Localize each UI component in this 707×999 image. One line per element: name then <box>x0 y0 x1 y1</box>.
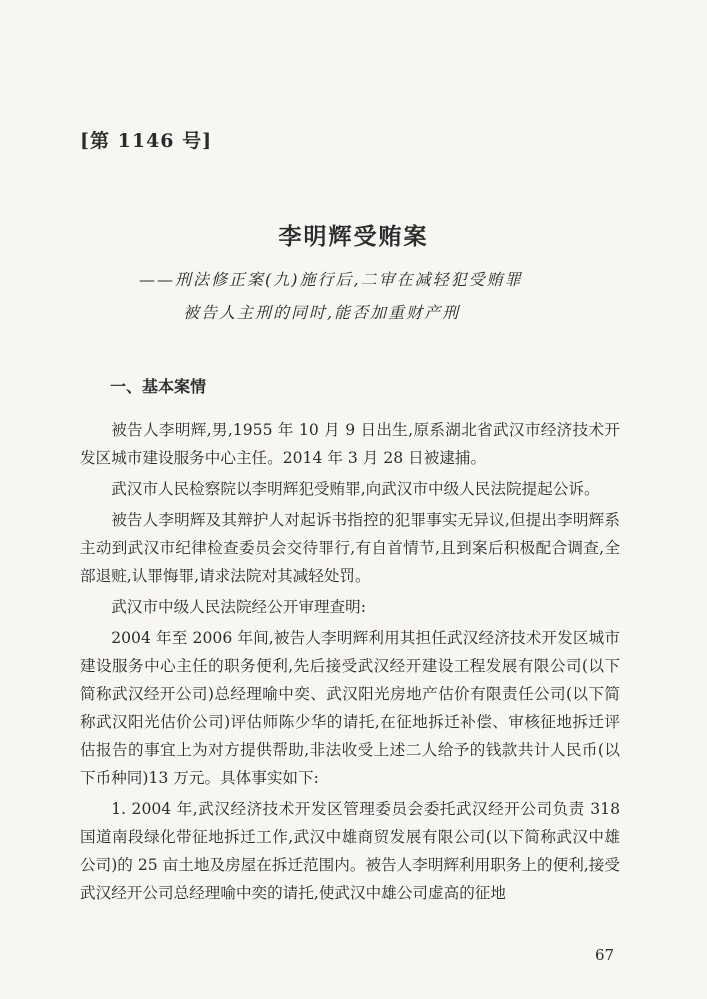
section-heading: 一、基本案情 <box>110 377 207 396</box>
case-title: 李明辉受贿案 <box>278 223 429 250</box>
case-number: [第 1146 号] <box>80 130 213 152</box>
subtitle-line-1: ——刑法修正案(九)施行后,二审在减轻犯受贿罪 <box>139 270 523 289</box>
page-number: 67 <box>595 946 615 964</box>
paragraph: 1. 2004 年,武汉经济技术开发区管理委员会委托武汉经开公司负责 318 国道南段绿化带征地拆迁工作,武汉中雄商贸发展有限公司(以下简称武汉中雄公司)的 25 亩土地及房屋在拆迁范围内。被告人李明辉利用职务上的便利,接受武汉经开公司总经理喻中奕的请托,使武汉中雄公司虚高的征地 <box>80 800 620 902</box>
paragraph: 武汉市中级人民法院经公开审理查明: <box>111 598 366 616</box>
paragraph: 2004 年至 2006 年间,被告人李明辉利用其担任武汉经济技术开发区城市建设服务中心主任的职务便利,先后接受武汉经开建设工程发展有限公司(以下简称武汉经开公司)总经理喻中奕、武汉阳光房地产估价有限责任公司(以下简称武汉阳光估价公司)评估师陈少华的请托,在征地拆迁补偿、审核征地拆迁评估报告的事宜上为对方提供帮助,非法收受上述二人给予的钱款共计人民币(以下币种同)13 万元。具体事实如下: <box>80 629 620 787</box>
body-text <box>80 416 620 910</box>
subtitle-line-2: 被告人主刑的同时,能否加重财产刑 <box>183 303 461 322</box>
paragraph: 被告人李明辉,男,1955 年 10 月 9 日出生,原系湖北省武汉市经济技术开发区城市建设服务中心主任。2014 年 3 月 28 日被逮捕。 <box>80 421 620 467</box>
paragraph: 被告人李明辉及其辩护人对起诉书指控的犯罪事实无异议,但提出李明辉系主动到武汉市纪律检查委员会交待罪行,有自首情节,且到案后积极配合调查,全部退赃,认罪悔罪,请求法院对其减轻处罚。 <box>80 511 620 585</box>
paragraph: 武汉市人民检察院以李明辉犯受贿罪,向武汉市中级人民法院提起公诉。 <box>111 480 600 498</box>
